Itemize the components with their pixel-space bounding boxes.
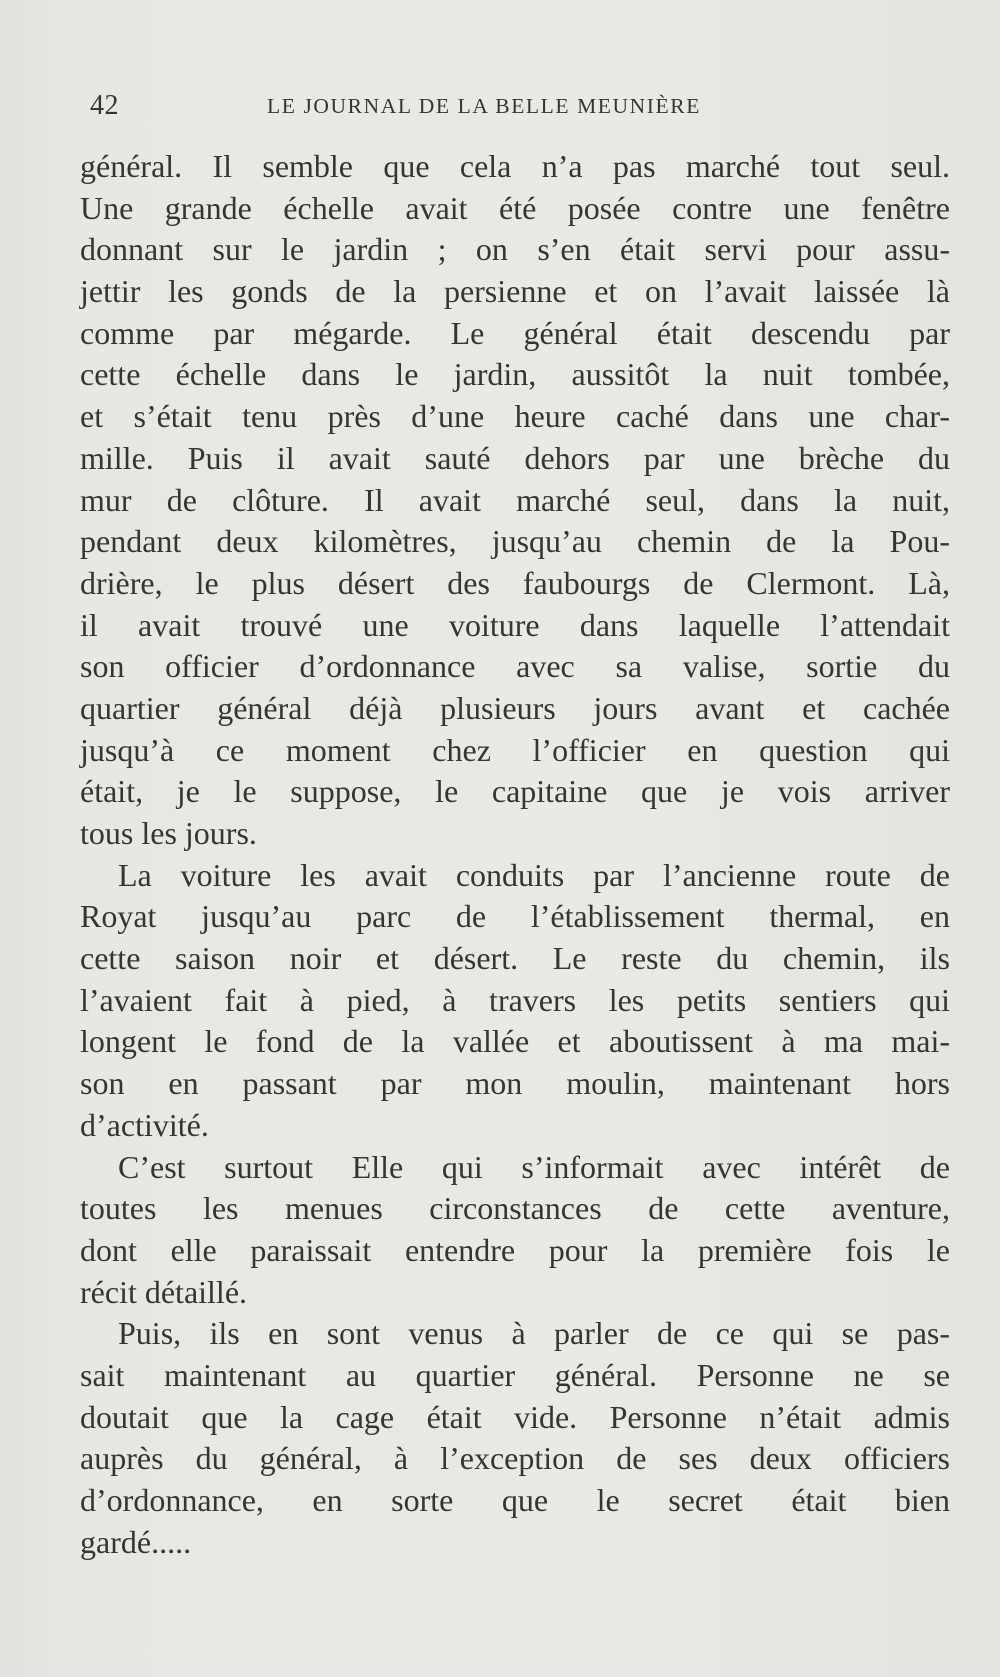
- text-line: mur de clôture. Il avait marché seul, dans la nuit,: [80, 481, 950, 518]
- text-line: récit détaillé.: [80, 1273, 248, 1310]
- text-line: l’avaient fait à pied, à travers les petits sentiers qui: [80, 981, 950, 1018]
- text-line: d’ordonnance, en sorte que le secret était bien: [80, 1482, 950, 1518]
- text-line: pendant deux kilomètres, jusqu’au chemin de la Pou-: [80, 523, 950, 560]
- body-text: [80, 146, 950, 1563]
- text-line: et s’était tenu près d’une heure caché dans une char-: [80, 398, 950, 435]
- text-line: mille. Puis il avait sauté dehors par une brèche du: [80, 439, 950, 476]
- text-line: donnant sur le jardin ; on s’en était servi pour assu-: [80, 231, 950, 268]
- text-line: sait maintenant au quartier général. Personne ne se: [80, 1356, 950, 1393]
- text-line: il avait trouvé une voiture dans laquelle l’attendait: [80, 606, 950, 643]
- text-line: son en passant par mon moulin, maintenant hors: [80, 1065, 950, 1102]
- text-line: son officier d’ordonnance avec sa valise, sortie du: [80, 648, 950, 685]
- text-line: longent le fond de la vallée et aboutissent à ma mai-: [80, 1023, 950, 1060]
- text-line: drière, le plus désert des faubourgs de Clermont. Là,: [80, 564, 950, 601]
- text-line: dont elle paraissait entendre pour la première fois le: [80, 1231, 950, 1268]
- paragraph-first-line: La voiture les avait conduits par l’ancienne route de: [118, 856, 950, 893]
- paragraph-first-line: Puis, ils en sont venus à parler de ce qui se pas-: [118, 1315, 950, 1352]
- text-line: général. Il semble que cela n’a pas marché tout seul.: [80, 148, 950, 184]
- text-line: jusqu’à ce moment chez l’officier en question qui: [80, 731, 950, 768]
- page-number: 42: [90, 90, 119, 121]
- text-line: d’activité.: [80, 1106, 209, 1143]
- running-title: LE JOURNAL DE LA BELLE MEUNIÈRE: [267, 94, 701, 118]
- text-line: comme par mégarde. Le général était descendu par: [80, 314, 950, 351]
- page-header: [86, 84, 916, 124]
- text-line: quartier général déjà plusieurs jours avant et cachée: [80, 689, 950, 726]
- text-line: cette échelle dans le jardin, aussitôt la nuit tombée,: [80, 356, 950, 393]
- text-line: cette saison noir et désert. Le reste du chemin, ils: [80, 940, 950, 977]
- text-line: était, je le suppose, le capitaine que je vois arriver: [80, 773, 950, 810]
- text-line: auprès du général, à l’exception de ses deux officiers: [80, 1440, 950, 1477]
- text-line: Une grande échelle avait été posée contre une fenêtre: [80, 189, 950, 226]
- text-line: Royat jusqu’au parc de l’établissement thermal, en: [80, 898, 950, 935]
- paragraph-first-line: C’est surtout Elle qui s’informait avec intérêt de: [118, 1148, 950, 1185]
- text-line: gardé.....: [80, 1523, 192, 1560]
- text-line: doutait que la cage était vide. Personne n’était admis: [80, 1398, 950, 1435]
- text-line: toutes les menues circonstances de cette aventure,: [80, 1190, 950, 1227]
- text-line: jettir les gonds de la persienne et on l’avait laissée là: [80, 273, 950, 310]
- text-line: tous les jours.: [80, 815, 257, 851]
